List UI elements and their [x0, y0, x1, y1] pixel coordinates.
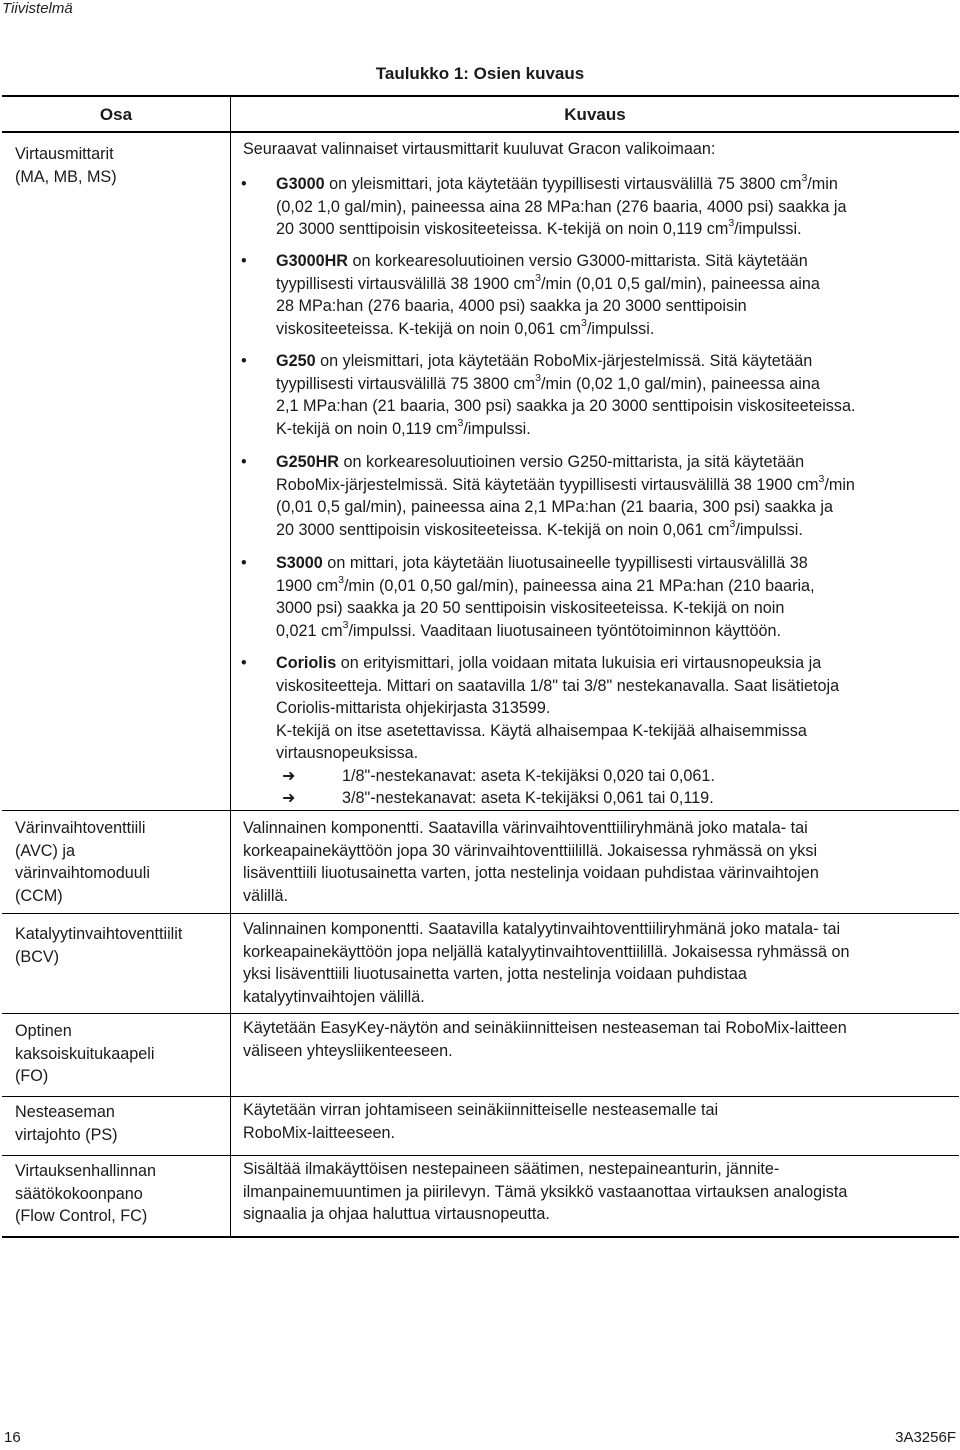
header-part: Osa — [99, 105, 133, 124]
flowmeter-name: G250 — [276, 352, 316, 370]
superscript: 3 — [801, 172, 808, 184]
text: on yleismittari, jota käytetään RoboMix-järjestelmissä. Sitä käytetään — [315, 352, 813, 370]
text: katalyytinvaihtojen välillä. — [243, 987, 425, 1006]
text: korkeapainekäyttöön jopa 30 värinvaihtoventtiilillä. Jokaisessa ryhmässä on yksi — [243, 841, 818, 860]
text: on korkearesoluutioinen versio G3000-mittarista. Sitä käytetään — [347, 252, 808, 270]
part-line: virtajohto (PS) — [15, 1125, 118, 1144]
part-line: (FO) — [15, 1067, 49, 1086]
row-separator — [2, 1013, 959, 1014]
part-fiber-optic — [15, 1020, 220, 1088]
part-line: (AVC) ja — [15, 841, 75, 860]
part-line: Nesteaseman — [15, 1103, 115, 1121]
superscript: 3 — [729, 517, 736, 530]
table-top-rule — [2, 95, 959, 97]
flowmeter-name: G250HR — [276, 453, 339, 471]
text: yksi lisäventtiili liuotusainetta varten, jotta nestelinja voidaan puhdistaa — [243, 965, 747, 983]
section-label: Tiivistelmä — [2, 0, 73, 17]
text: on mittari, jota käytetään liuotusaineelle tyypillisesti virtausvälillä 38 — [322, 554, 808, 572]
superscript: 3 — [338, 573, 344, 586]
text: väliseen yhteysliikenteeseen. — [243, 1041, 453, 1060]
text: /impulssi. — [735, 520, 803, 539]
description-fiber-optic — [243, 1017, 847, 1062]
text: korkeapainekäyttöön jopa neljällä katalyytinvaihtoventtiilillä. Jokaisessa ryhmässä on — [243, 942, 850, 961]
text: K-tekijä on itse asetettavissa. Käytä alhaisempaa K-tekijää alhaisemmissa — [276, 721, 807, 740]
text: Sisältää ilmakäyttöisen nestepaineen säätimen, nestepaineanturin, jännite- — [243, 1160, 780, 1178]
row-separator — [2, 1155, 959, 1156]
text: RoboMix-järjestelmissä. Sitä käytetään tyypillisesti virtausvälillä 38 1900 cm — [276, 475, 819, 494]
flowmeter-name: Coriolis — [276, 654, 337, 672]
part-power-supply — [15, 1101, 220, 1146]
flowmeter-coriolis — [276, 652, 839, 765]
text: /impulssi. Vaaditaan liuotusaineen työntötoiminnon käyttöön. — [348, 621, 781, 640]
text: /impulssi. — [586, 319, 655, 338]
text: 1900 cm — [276, 576, 339, 595]
text: 1/8"-nestekanavat: aseta K-tekijäksi 0,020 tai 0,061. — [342, 767, 715, 785]
part-line: Katalyytinvaihtoventtiilit — [15, 925, 183, 943]
part-line: Värinvaihtoventtiili — [15, 819, 146, 837]
part-flowmeters — [15, 143, 220, 188]
text: Valinnainen komponentti. Saatavilla katalyytinvaihtoventtiiliryhmänä joko matala- tai — [243, 920, 841, 938]
description-catalyst-change — [243, 918, 849, 1008]
text: virtausnopeuksissa. — [276, 744, 419, 762]
part-line: kaksoiskuitukaapeli — [15, 1044, 155, 1063]
text: 3/8"-nestekanavat: aseta K-tekijäksi 0,061 tai 0,119. — [342, 789, 714, 807]
bullet-icon: • — [241, 654, 247, 672]
text: Käytetään virran johtamiseen seinäkiinnitteiselle nesteasemalle tai — [243, 1101, 719, 1119]
part-line: Virtauksenhallinnan — [15, 1162, 156, 1180]
table-title: Taulukko 1: Osien kuvaus — [375, 64, 585, 83]
flowmeter-s3000 — [276, 552, 815, 642]
text: /min (0,02 1,0 gal/min), paineessa aina — [540, 374, 820, 393]
flowmeter-name: G3000HR — [276, 252, 348, 270]
text: /min (0,01 0,5 gal/min), paineessa aina — [540, 274, 820, 293]
part-line: (CCM) — [15, 886, 63, 905]
text: /min — [807, 175, 838, 193]
bullet-icon: • — [241, 554, 247, 572]
text: välillä. — [243, 886, 288, 905]
flowmeter-g250hr — [276, 451, 855, 541]
arrow-item — [282, 787, 714, 811]
text: 3000 psi) saakka ja 20 50 senttipoisin viskositeeteissa. K-tekijä on noin — [276, 599, 785, 617]
text: Käytetään EasyKey-näytön and seinäkiinnitteisen nesteaseman tai RoboMix-laitteen — [243, 1019, 847, 1037]
superscript: 3 — [535, 371, 541, 384]
part-line: värinvaihtomoduuli — [15, 864, 150, 883]
text: RoboMix-laitteeseen. — [243, 1123, 396, 1142]
flowmeter-name: S3000 — [276, 554, 323, 572]
text: (0,02 1,0 gal/min), paineessa aina 28 MPa:han (276 baaria, 4000 psi) saakka ja — [276, 197, 847, 216]
flowmeter-g3000 — [276, 173, 847, 241]
row-separator — [2, 913, 959, 914]
superscript: 3 — [728, 217, 735, 229]
superscript: 3 — [457, 416, 464, 429]
text: /impulssi. — [463, 419, 531, 438]
text: /impulssi. — [734, 220, 802, 238]
superscript: 3 — [535, 271, 541, 284]
text: viskositeetteja. Mittari on saatavilla 1/8" tai 3/8" nestekanavalla. Saat lisätietoja — [276, 676, 840, 695]
text: /min — [824, 475, 855, 494]
text: 0,021 cm — [276, 621, 343, 640]
table-bottom-rule — [2, 1236, 959, 1238]
text: on erityismittari, jolla voidaan mitata lukuisia eri virtausnopeuksia ja — [336, 654, 822, 672]
row-separator — [2, 1096, 959, 1097]
part-catalyst-change — [15, 923, 220, 968]
text: K-tekijä on noin 0,119 cm — [276, 419, 458, 438]
flowmeter-g3000hr — [276, 250, 820, 340]
description-flow-control — [243, 1158, 847, 1226]
part-line: (Flow Control, FC) — [15, 1207, 148, 1226]
text: signaalia ja ohjaa haluttua virtausnopeutta. — [243, 1205, 550, 1223]
text: on yleismittari, jota käytetään tyypillisesti virtausvälillä 75 3800 cm — [324, 175, 802, 193]
document-code: 3A3256F — [895, 1429, 956, 1446]
flowmeters-intro: Seuraavat valinnaiset virtausmittarit kuuluvat Gracon valikoimaan: — [243, 140, 716, 158]
description-power-supply — [243, 1099, 718, 1144]
arrow-item — [282, 765, 715, 789]
text: on korkearesoluutioinen versio G250-mittarista, ja sitä käytetään — [338, 453, 805, 471]
text: tyypillisesti virtausvälillä 75 3800 cm — [276, 374, 536, 393]
text: /min (0,01 0,50 gal/min), paineessa aina 21 MPa:han (210 baaria, — [343, 576, 815, 595]
bullet-icon: • — [241, 252, 247, 270]
text: 28 MPa:han (276 baaria, 4000 psi) saakka ja 20 3000 senttipoisin — [276, 297, 747, 315]
text: viskositeeteissa. K-tekijä on noin 0,061 cm — [276, 319, 582, 338]
bullet-icon: • — [241, 352, 247, 370]
text: 20 3000 senttipoisin viskositeeteissa. K-tekijä on noin 0,061 cm — [276, 520, 730, 539]
text: 2,1 MPa:han (21 baaria, 300 psi) saakka ja 20 3000 senttipoisin viskositeeteissa. — [276, 397, 856, 415]
text: Valinnainen komponentti. Saatavilla värinvaihtoventtiiliryhmänä joko matala- tai — [243, 819, 808, 837]
column-divider — [230, 95, 231, 1238]
header-bottom-rule — [2, 131, 959, 133]
part-flow-control — [15, 1160, 220, 1228]
bullet-icon: • — [241, 453, 247, 471]
superscript: 3 — [818, 472, 825, 485]
header-description: Kuvaus — [564, 105, 626, 124]
description-color-change — [243, 817, 819, 907]
text: Coriolis-mittarista ohjekirjasta 313599. — [276, 699, 551, 717]
arrow-right-icon: ➜ — [282, 790, 296, 807]
part-line: (MA, MB, MS) — [15, 167, 117, 186]
text: (0,01 0,5 gal/min), paineessa aina 2,1 MPa:han (21 baaria, 300 psi) saakka ja — [276, 498, 834, 516]
arrow-right-icon: ➜ — [282, 768, 296, 785]
bullet-icon: • — [241, 175, 247, 193]
superscript: 3 — [342, 618, 349, 631]
flowmeter-name: G3000 — [276, 175, 325, 193]
part-color-change — [15, 817, 220, 907]
text: 20 3000 senttipoisin viskositeeteissa. K-tekijä on noin 0,119 cm — [276, 220, 729, 238]
superscript: 3 — [581, 316, 587, 329]
part-line: (BCV) — [15, 947, 60, 966]
text: ilmanpainemuuntimen ja piirilevyn. Tämä yksikkö vastaanottaa virtauksen analogista — [243, 1182, 848, 1201]
part-line: Optinen — [15, 1022, 72, 1040]
text: tyypillisesti virtausvälillä 38 1900 cm — [276, 274, 536, 293]
part-line: säätökokoonpano — [15, 1184, 143, 1203]
page-number: 16 — [4, 1429, 21, 1446]
text: lisäventtiili liuotusainetta varten, jotta nestelinja voidaan puhdistaa värinvaihtojen — [243, 864, 819, 882]
part-line: Virtausmittarit — [15, 145, 114, 163]
flowmeter-g250 — [276, 350, 856, 440]
